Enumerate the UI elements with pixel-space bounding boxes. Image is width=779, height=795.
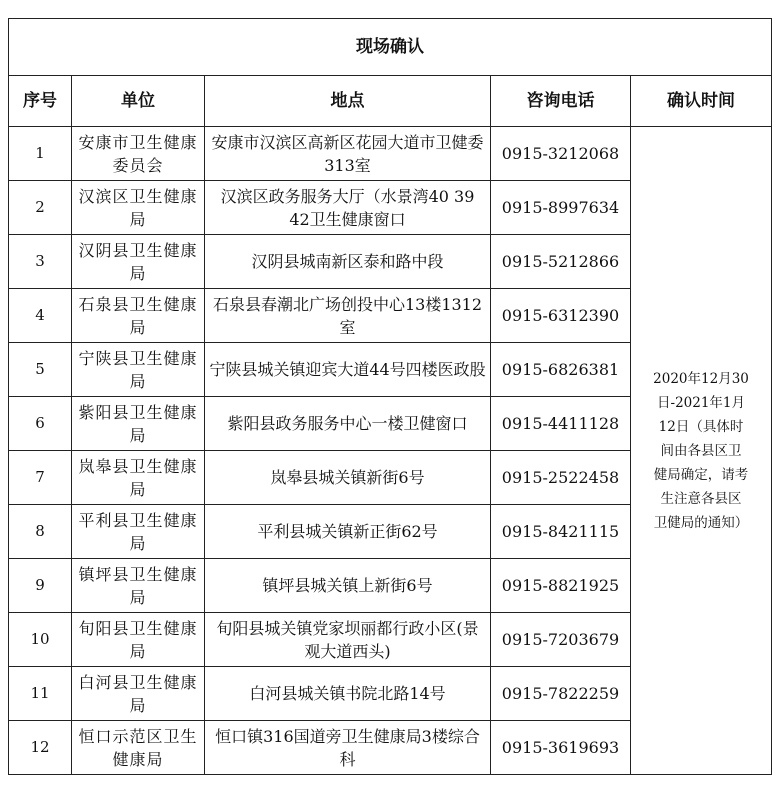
row-phone: 0915-6312390 <box>491 289 631 343</box>
row-unit: 石泉县卫生健康局 <box>72 289 205 343</box>
confirm-time-line: 日-2021年1月 <box>657 394 746 411</box>
confirm-time-line: 2020年12月30 <box>653 370 749 387</box>
confirm-time <box>631 127 772 775</box>
row-phone: 0915-8821925 <box>491 559 631 613</box>
row-phone: 0915-3619693 <box>491 721 631 775</box>
row-unit: 汉滨区卫生健康局 <box>72 181 205 235</box>
row-address: 镇坪县城关镇上新街6号 <box>205 559 491 613</box>
row-phone: 0915-5212866 <box>491 235 631 289</box>
header-no: 序号 <box>9 76 72 127</box>
row-unit: 旬阳县卫生健康局 <box>72 613 205 667</box>
row-unit: 汉阴县卫生健康局 <box>72 235 205 289</box>
row-number: 7 <box>9 451 72 505</box>
row-unit: 紫阳县卫生健康局 <box>72 397 205 451</box>
row-phone: 0915-6826381 <box>491 343 631 397</box>
row-phone: 0915-8421115 <box>491 505 631 559</box>
confirm-time-line: 间由各县区卫 <box>660 442 742 459</box>
row-address: 宁陕县城关镇迎宾大道44号四楼医政股 <box>205 343 491 397</box>
row-number: 9 <box>9 559 72 613</box>
row-number: 1 <box>9 127 72 181</box>
row-phone: 0915-7203679 <box>491 613 631 667</box>
confirm-time-line: 卫健局的通知） <box>653 514 749 531</box>
row-unit: 平利县卫生健康局 <box>72 505 205 559</box>
row-unit: 宁陕县卫生健康局 <box>72 343 205 397</box>
row-unit: 安康市卫生健康委员会 <box>72 127 205 181</box>
row-number: 8 <box>9 505 72 559</box>
confirmation-sheet <box>8 18 772 775</box>
confirmation-table <box>8 18 772 775</box>
row-phone: 0915-2522458 <box>491 451 631 505</box>
row-number: 10 <box>9 613 72 667</box>
row-phone: 0915-4411128 <box>491 397 631 451</box>
row-address: 石泉县春潮北广场创投中心13楼1312室 <box>205 289 491 343</box>
row-address: 岚皋县城关镇新街6号 <box>205 451 491 505</box>
row-number: 11 <box>9 667 72 721</box>
row-number: 2 <box>9 181 72 235</box>
row-number: 5 <box>9 343 72 397</box>
row-phone: 0915-8997634 <box>491 181 631 235</box>
table-title: 现场确认 <box>9 19 772 76</box>
row-unit: 恒口示范区卫生健康局 <box>72 721 205 775</box>
row-unit: 白河县卫生健康局 <box>72 667 205 721</box>
row-number: 4 <box>9 289 72 343</box>
header-unit: 单位 <box>72 76 205 127</box>
row-address: 白河县城关镇书院北路14号 <box>205 667 491 721</box>
confirm-time-line: 健局确定，请考 <box>653 466 749 483</box>
confirm-time-line: 生注意各县区 <box>660 490 742 507</box>
row-address: 旬阳县城关镇党家坝丽都行政小区(景观大道西头) <box>205 613 491 667</box>
row-address: 安康市汉滨区高新区花园大道市卫健委313室 <box>205 127 491 181</box>
row-unit: 镇坪县卫生健康局 <box>72 559 205 613</box>
row-unit: 岚皋县卫生健康局 <box>72 451 205 505</box>
table-row <box>9 127 772 181</box>
row-phone: 0915-7822259 <box>491 667 631 721</box>
header-address: 地点 <box>205 76 491 127</box>
row-address: 平利县城关镇新正街62号 <box>205 505 491 559</box>
confirm-time-line: 12日（具体时 <box>658 418 744 435</box>
row-address: 汉阴县城南新区泰和路中段 <box>205 235 491 289</box>
header-time: 确认时间 <box>631 76 772 127</box>
row-address: 紫阳县政务服务中心一楼卫健窗口 <box>205 397 491 451</box>
row-address: 汉滨区政务服务大厅（水景湾40 39 42卫生健康窗口 <box>205 181 491 235</box>
header-phone: 咨询电话 <box>491 76 631 127</box>
row-phone: 0915-3212068 <box>491 127 631 181</box>
row-number: 3 <box>9 235 72 289</box>
row-number: 12 <box>9 721 72 775</box>
header-row <box>9 76 772 127</box>
row-number: 6 <box>9 397 72 451</box>
row-address: 恒口镇316国道旁卫生健康局3楼综合科 <box>205 721 491 775</box>
